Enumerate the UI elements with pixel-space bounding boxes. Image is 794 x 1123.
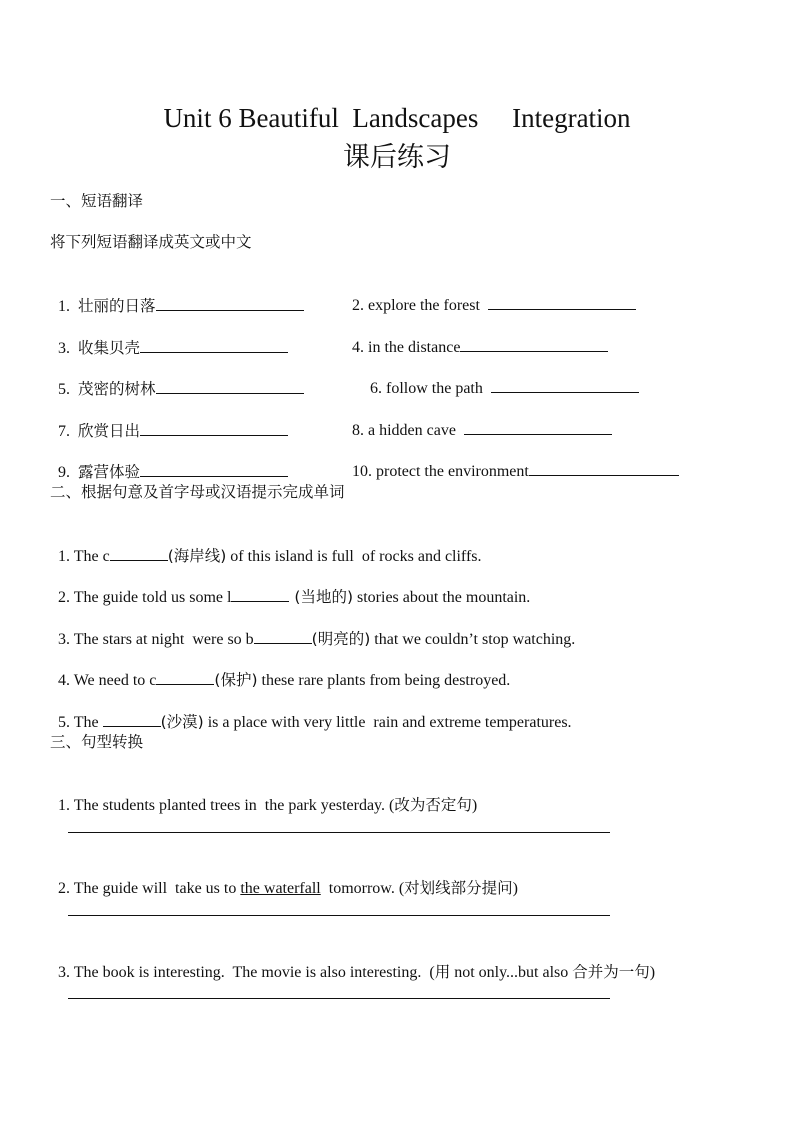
answer-blank[interactable] [156,296,304,311]
item-text: explore the forest [368,297,480,314]
completion-item: 1. The c (海岸线) of this island is full of rocks and cliffs. [58,547,482,565]
item-text: follow the path [386,380,483,397]
completion-item: 3. The stars at night were so b (明亮的) that we couldn’t stop watching. [58,630,576,648]
answer-line[interactable] [68,832,610,833]
item-number: 9. [58,464,70,481]
answer-blank[interactable] [460,337,608,352]
answer-blank[interactable] [529,461,679,476]
item-text: a hidden cave [368,422,456,439]
phrase-item [50,273,304,318]
item-number: 2. [352,297,364,314]
worksheet-subtitle: 课后练习 [343,142,451,173]
worksheet-title: Unit 6 Beautiful Landscapes Integration [163,103,631,133]
transform-item: 2. The guide will take us to the waterfall tomorrow. (对划线部分提问) [58,879,518,897]
completion-item: 2. The guide told us some l (当地的) stories about the mountain. [58,588,531,606]
item-number: 5. [58,381,70,398]
answer-blank[interactable] [231,587,289,602]
answer-blank[interactable] [254,629,312,644]
answer-blank[interactable] [488,295,636,310]
phrase-item [50,315,288,360]
item-number: 4. [352,339,364,356]
answer-blank[interactable] [140,338,288,353]
answer-blank[interactable] [110,546,168,561]
item-number: 8. [352,422,364,439]
phrase-item [344,315,608,359]
transform-item: 1. The students planted trees in the park yesterday. (改为否定句) [58,796,478,814]
phrase-item [344,439,679,483]
answer-line[interactable] [68,915,610,916]
item-number: 7. [58,423,70,440]
section1-instruction: 将下列短语翻译成英文或中文 [50,233,252,251]
transform-item: 3. The book is interesting. The movie is also interesting. (用 not only...but also 合并为一句) [58,963,656,981]
answer-blank[interactable] [156,379,304,394]
section3-heading: 三、句型转换 [50,733,144,751]
section2-heading: 二、根据句意及首字母或汉语提示完成单词 [50,483,345,501]
section1-heading: 一、短语翻译 [50,192,144,210]
answer-blank[interactable] [464,420,612,435]
answer-blank[interactable] [103,712,161,727]
underlined-phrase: the waterfall [240,880,321,897]
answer-blank[interactable] [156,670,214,685]
answer-blank[interactable] [140,462,288,477]
item-number: 1. [58,298,70,315]
phrase-item [50,439,288,484]
phrase-item [50,356,304,401]
item-text: protect the environment [376,463,529,480]
item-number: 6. [370,380,382,397]
item-text: 收集贝壳 [78,339,141,357]
completion-item: 5. The (沙漠) is a place with very little rain and extreme temperatures. [58,713,572,731]
item-text: 壮丽的日落 [78,297,156,315]
item-text: in the distance [368,339,461,356]
phrase-item [344,273,636,317]
item-number: 10. [352,463,372,480]
answer-blank[interactable] [491,378,639,393]
answer-blank[interactable] [140,421,288,436]
item-number: 3. [58,340,70,357]
item-text: 露营体验 [78,463,141,481]
phrase-item [50,398,288,443]
answer-line[interactable] [68,998,610,999]
item-text: 茂密的树林 [78,380,156,398]
phrase-item [362,356,639,400]
phrase-item [344,398,612,442]
item-text: 欣赏日出 [78,422,141,440]
completion-item: 4. We need to c (保护) these rare plants from being destroyed. [58,671,511,689]
